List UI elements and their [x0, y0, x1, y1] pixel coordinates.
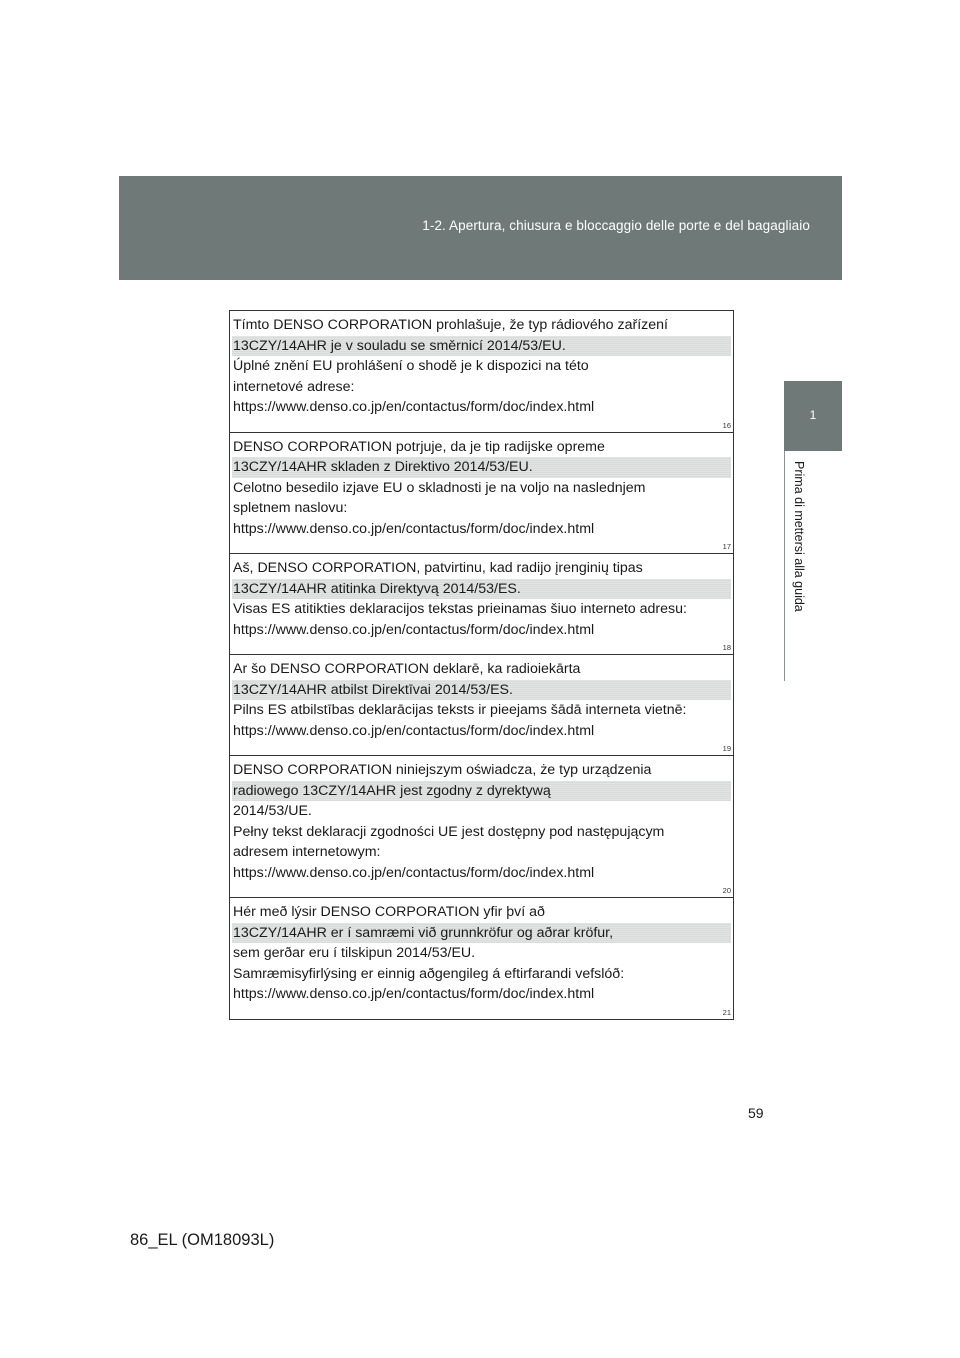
declaration-line: Tímto DENSO CORPORATION prohlašuje, že typ rádiového zařízení [233, 317, 668, 333]
declaration-block [230, 433, 733, 555]
block-number: 21 [722, 1007, 731, 1017]
declaration-line: internetové adrese: [233, 378, 355, 395]
block-number: 18 [722, 643, 731, 652]
declaration-block [230, 311, 733, 433]
declaration-line: DENSO CORPORATION niniejszym oświadcza, że typ urządzenia [233, 762, 652, 778]
block-number: 16 [722, 420, 731, 430]
declaration-line: https://www.denso.co.jp/en/contactus/form/doc/index.html [233, 399, 595, 415]
page-number: 59 [748, 1105, 764, 1121]
declaration-line: sem gerðar eru í tilskipun 2014/53/EU. [233, 945, 476, 961]
declarations-box [229, 310, 734, 1020]
declaration-line: https://www.denso.co.jp/en/contactus/form/doc/index.html [233, 520, 595, 537]
chapter-number: 1 [809, 408, 817, 422]
chapter-label-strip [784, 451, 843, 681]
declaration-line-highlighted: 13CZY/14AHR atitinka Direktyvą 2014/53/ES. [232, 579, 731, 600]
declaration-line: Visas ES atitikties deklaracijos tekstas prieinamas šiuo interneto adresu: [233, 601, 687, 617]
declaration-line: https://www.denso.co.jp/en/contactus/form/doc/index.html [233, 986, 595, 1002]
chapter-tab [784, 381, 842, 451]
declaration-line: Samræmisyfirlýsing er einnig aðgengileg á eftirfarandi vefslóð: [233, 965, 625, 982]
section-title: 1-2. Apertura, chiusura e bloccaggio delle porte e del bagagliaio [422, 218, 810, 233]
section-header [119, 176, 842, 280]
declaration-line: Celotno besedilo izjave EU o skladnosti je na voljo na naslednjem [233, 479, 646, 496]
declaration-block [230, 756, 733, 898]
declaration-line-highlighted: 13CZY/14AHR er í samræmi við grunnkröfur og aðrar kröfur, [232, 923, 731, 944]
declaration-block [230, 898, 733, 1020]
chapter-label: Prima di mettersi alla guida [792, 461, 806, 612]
declaration-block [230, 655, 733, 756]
declaration-line: spletnem naslovu: [233, 500, 348, 516]
declaration-line-highlighted: 13CZY/14AHR je v souladu se směrnicí 2014/53/EU. [232, 336, 731, 357]
declaration-block [230, 554, 733, 655]
declaration-line: Pełny tekst deklaracji zgodności UE jest dostępny pod następującym [233, 823, 665, 840]
declaration-line: DENSO CORPORATION potrjuje, da je tip radijske opreme [233, 438, 605, 455]
declaration-line: https://www.denso.co.jp/en/contactus/form/doc/index.html [233, 621, 595, 638]
declaration-line: https://www.denso.co.jp/en/contactus/form/doc/index.html [233, 722, 595, 739]
declaration-line: Pilns ES atbilstības deklarācijas teksts ir pieejams šādā interneta vietnē: [233, 702, 687, 718]
declaration-line-highlighted: radiowego 13CZY/14AHR jest zgodny z dyrektywą [232, 781, 731, 802]
declaration-line: Aš, DENSO CORPORATION, patvirtinu, kad radijo įrenginių tipas [233, 560, 643, 576]
declaration-line: Hér með lýsir DENSO CORPORATION yfir því að [233, 904, 545, 920]
document-code: 86_EL (OM18093L) [130, 1231, 275, 1249]
declaration-line: adresem internetowym: [233, 844, 381, 860]
block-number: 19 [722, 744, 731, 753]
declaration-line-highlighted: 13CZY/14AHR atbilst Direktīvai 2014/53/ES. [232, 680, 731, 701]
block-number: 17 [722, 542, 731, 551]
declaration-line: 2014/53/UE. [233, 803, 312, 819]
declaration-line: Ar šo DENSO CORPORATION deklarē, ka radioiekārta [233, 661, 581, 677]
declaration-line: https://www.denso.co.jp/en/contactus/form/doc/index.html [233, 864, 595, 881]
declaration-line: Úplné znění EU prohlášení o shodě je k dispozici na této [233, 358, 589, 374]
declaration-line-highlighted: 13CZY/14AHR skladen z Direktivo 2014/53/EU. [232, 457, 731, 478]
block-number: 20 [722, 886, 731, 895]
